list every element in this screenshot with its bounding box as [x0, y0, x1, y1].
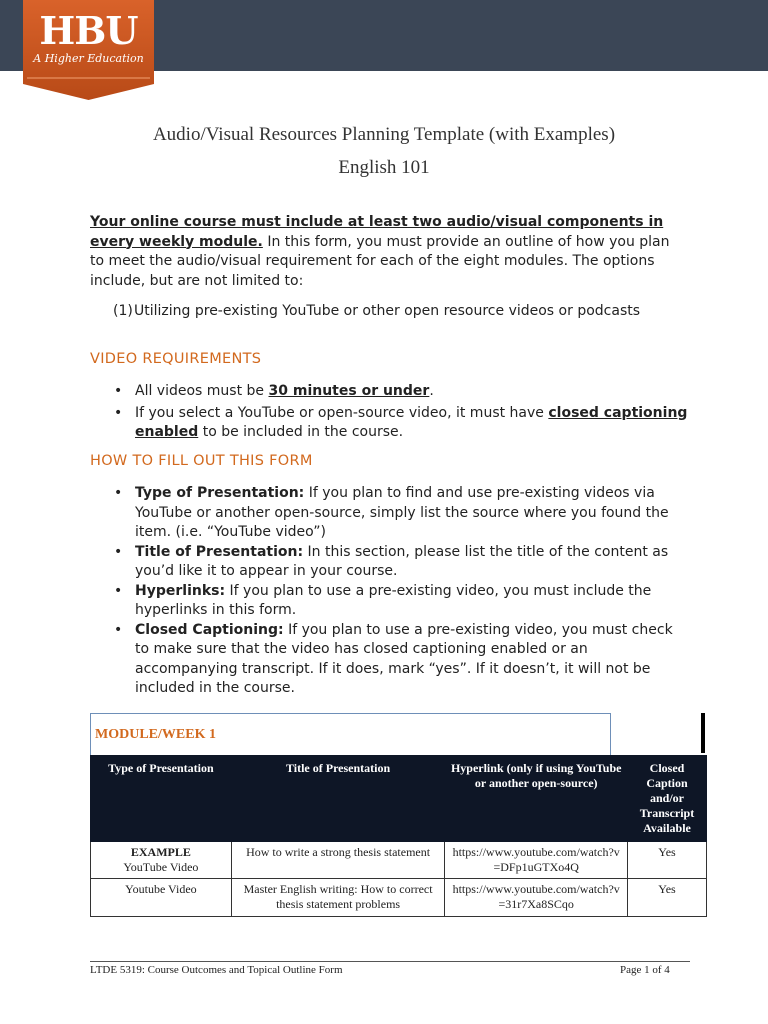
- bullet-icon: •: [114, 582, 123, 599]
- footer-course-label: LTDE 5319: Course Outcomes and Topical Outline Form: [90, 964, 343, 976]
- option-marker: (1): [113, 303, 133, 319]
- table-row: [91, 842, 707, 879]
- black-bar: [701, 713, 705, 753]
- cell-type: Youtube Video: [91, 879, 232, 917]
- intro-paragraph: [90, 213, 680, 291]
- logo-tagline: A Higher Education: [33, 52, 144, 65]
- logo-text: HBU: [39, 8, 138, 53]
- list-item: • Type of Presentation: If you plan to find and use pre-existing videos via YouTube or another open-source, simply list the source where you found the item. (i.e. “YouTube video”): [114, 485, 669, 540]
- bullet-icon: •: [114, 404, 123, 421]
- intro-text: In this form, you must provide an outline of how you plan to meet the audio/visual requirement for each of the eight modules. The options include, but are not limited to:: [90, 233, 670, 289]
- intro-emphasis: Your online course must include at least two audio/visual components in every weekly module.: [90, 214, 664, 250]
- footer-page-number: Page 1 of 4: [620, 964, 670, 976]
- video-requirements-list: [90, 382, 690, 443]
- column-header-type: Type of Presentation: [91, 756, 232, 842]
- cell-hyperlink[interactable]: https://www.youtube.com/watch?v=DFp1uGTXo4Q: [445, 842, 628, 879]
- option-text: Utilizing pre-existing YouTube or other open resource videos or podcasts: [134, 303, 641, 319]
- list-item: • Title of Presentation: In this section, please list the title of the content as you’d like it to appear in your course.: [114, 543, 669, 579]
- column-header-title: Title of Presentation: [231, 756, 445, 842]
- bullet-icon: •: [114, 485, 123, 501]
- module-box: [90, 713, 611, 755]
- bullet-icon: •: [114, 383, 123, 399]
- cell-closed-caption: Yes: [628, 842, 707, 879]
- bullet-icon: •: [114, 621, 123, 638]
- cell-type: EXAMPLE YouTube Video: [91, 842, 232, 879]
- list-item: • All videos must be 30 minutes or under.: [90, 382, 690, 402]
- document-subtitle: English 101: [338, 157, 430, 178]
- options-list: [90, 302, 690, 322]
- footer-divider: [90, 961, 690, 962]
- video-requirements-heading: VIDEO REQUIREMENTS: [90, 351, 262, 367]
- cell-title: How to write a strong thesis statement: [231, 842, 445, 879]
- list-item: • Hyperlinks: If you plan to use a pre-existing video, you must include the hyperlinks in this form.: [114, 582, 652, 618]
- bullet-icon: •: [114, 543, 123, 560]
- list-item: • If you select a YouTube or open-source video, it must have closed captioning enabled to be included in the course.: [114, 404, 688, 440]
- column-header-closed-caption: Closed Caption and/or Transcript Available: [628, 756, 707, 842]
- how-to-fill-list: [90, 484, 690, 699]
- list-item: • Closed Captioning: If you plan to use a pre-existing video, you must check to make sure that the video has closed captioning enabled or an accompanying transcript. If it does, mark “yes”. If it doesn’t, it will not be included in the course.: [114, 621, 673, 696]
- table-header-row: [91, 756, 707, 842]
- cell-closed-caption: Yes: [628, 879, 707, 917]
- module-label: MODULE/WEEK 1: [95, 727, 216, 742]
- table-row: [91, 879, 707, 917]
- module-table: [90, 755, 707, 917]
- cell-hyperlink[interactable]: https://www.youtube.com/watch?v=31r7Xa8SCqo: [445, 879, 628, 917]
- list-item: [90, 302, 690, 322]
- document-title: Audio/Visual Resources Planning Template (with Examples): [152, 124, 616, 145]
- cell-title: Master English writing: How to correct thesis statement problems: [231, 879, 445, 917]
- column-header-hyperlink: Hyperlink (only if using YouTube or another open-source): [445, 756, 628, 842]
- how-to-fill-heading: HOW TO FILL OUT THIS FORM: [90, 453, 313, 469]
